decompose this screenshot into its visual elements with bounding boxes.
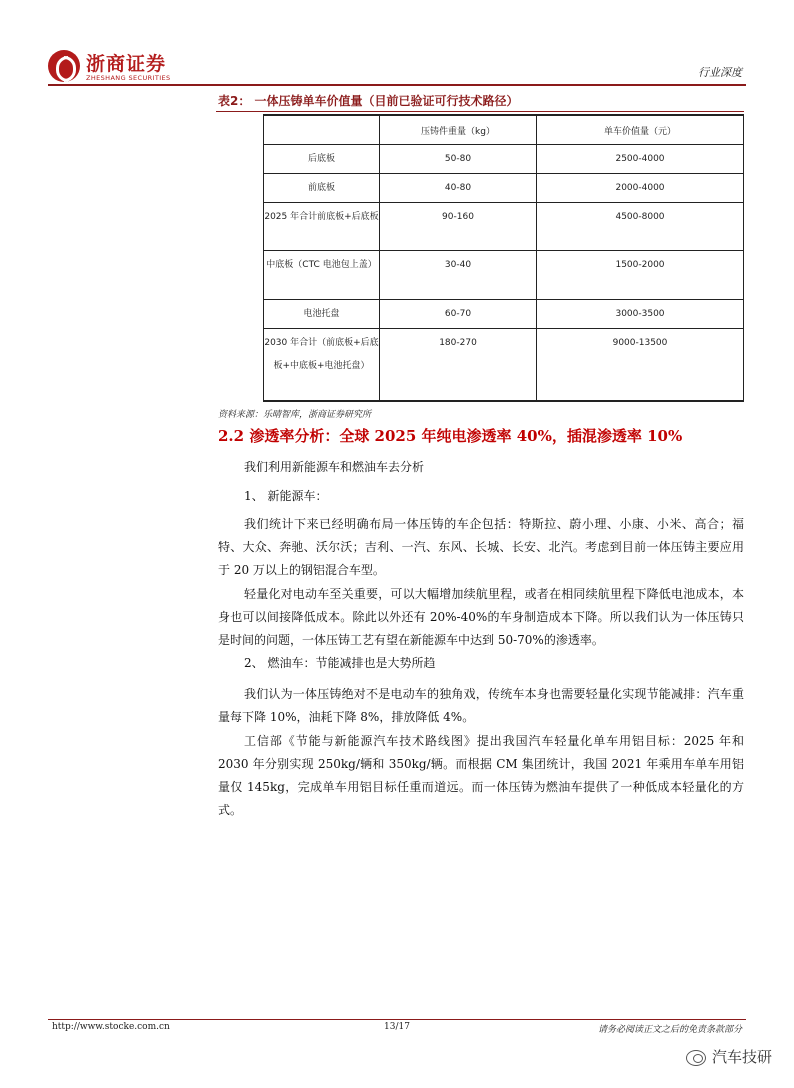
paragraph: 我们认为一体压铸绝对不是电动车的独角戏，传统车本身也需要轻量化实现节能减排：汽车重量每下降 10%，油耗下降 8%，排放降低 4%。 [218,687,744,724]
logo-mark-icon [48,50,80,82]
footer-url-link[interactable]: http://www.stocke.com.cn [52,1022,170,1032]
paragraph: 轻量化对电动车至关重要，可以大幅增加续航里程，或者在相同续航里程下降低电池成本，本身也可以间接降低成本。除此以外还有 20%-40%的车身制造成本下降。所以我们认为一体压铸只是时间的问题，一体压铸工艺有望在新能源车中达到 50-70%的渗透率。 [218,587,744,647]
list-heading: 2、 燃油车：节能减排也是大势所趋 [244,656,436,670]
report-type-label: 行业深度 [698,66,742,79]
table-header-row [264,115,744,145]
row-name: 前底板 [264,174,380,203]
table-row [264,300,744,329]
header-divider [48,84,746,86]
row-name: 2025 年合计前底板+后底板 [264,203,380,251]
section-title: 2.2 渗透率分析：全球 2025 年纯电渗透率 40%，插混渗透率 10% [218,427,683,445]
watermark-text: 汽车技研 [711,1048,772,1066]
table-row [264,203,744,251]
row-weight: 60-70 [380,300,537,329]
table-caption: 表2： 一体压铸单车价值量（目前已验证可行技术路径） [218,94,519,108]
table-row [264,329,744,401]
row-value: 9000-13500 [537,329,744,401]
watermark [686,1046,772,1067]
paragraph: 我们统计下来已经明确布局一体压铸的车企包括：特斯拉、蔚小理、小康、小米、高合；福特、大众、奔驰、沃尔沃；吉利、一汽、东风、长城、长安、北汽。考虑到目前一体压铸主要应用于 20 万以上的钢铝混合车型。 [218,517,744,577]
company-logo [48,48,193,88]
table-header-cell: 压铸件重量（kg） [380,115,537,145]
row-value: 4500-8000 [537,203,744,251]
table-row [264,174,744,203]
row-name: 电池托盘 [264,300,380,329]
row-weight: 30-40 [380,251,537,300]
row-weight: 50-80 [380,145,537,174]
table-header-cell [264,115,380,145]
table-row [264,251,744,300]
row-name: 中底板（CTC 电池包上盖） [264,251,380,300]
footer-divider [48,1019,746,1020]
row-weight: 40-80 [380,174,537,203]
logo-chinese-name: 浙商证券 [86,53,167,75]
paragraph: 我们利用新能源车和燃油车去分析 [244,460,425,474]
paragraph: 工信部《节能与新能源汽车技术路线图》提出我国汽车轻量化单车用铝目标：2025 年和 2030 年分别实现 250kg/辆和 350kg/辆。而根据 CM 集团统计，我国 2021 年乘用车单车用铝量仅 145kg，完成单车用铝目标任重而道远。而一体压铸为燃油车提供了一种低成本轻量化的方式。 [218,734,744,817]
row-value: 2000-4000 [537,174,744,203]
wechat-icon [686,1050,706,1066]
table-row [264,145,744,174]
row-name: 后底板 [264,145,380,174]
disclaimer-note: 请务必阅读正文之后的免责条款部分 [597,1025,742,1035]
row-value: 1500-2000 [537,251,744,300]
table-source: 资料来源：乐晴智库，浙商证券研究所 [218,410,372,420]
value-table [263,114,744,402]
table-header-cell: 单车价值量（元） [537,115,744,145]
row-weight: 90-160 [380,203,537,251]
caption-divider [216,111,744,112]
row-value: 3000-3500 [537,300,744,329]
row-value: 2500-4000 [537,145,744,174]
page-number: 13/17 [384,1022,410,1032]
row-weight: 180-270 [380,329,537,401]
list-heading: 1、 新能源车： [244,489,328,503]
row-name: 2030 年合计（前底板+后底板+中底板+电池托盘） [264,329,380,401]
logo-english-name: ZHESHANG SECURITIES [86,74,171,82]
